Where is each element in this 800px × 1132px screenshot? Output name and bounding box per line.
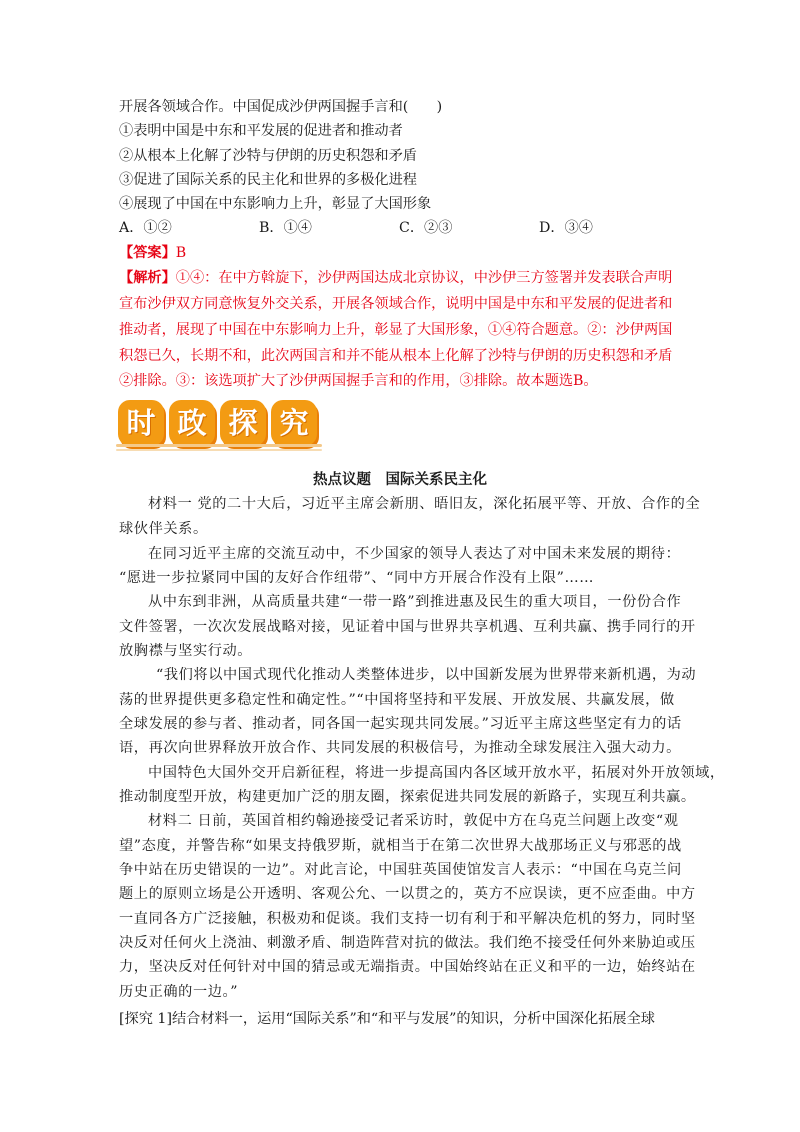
material-line-9: 荡的世界提供更多稳定性和确定性。”“中国将坚持和平发展、开放发展、共赢发展，做 [119,692,675,708]
banner-tile-2 [169,400,215,446]
analysis-line-5: ②排除。③：该选项扩大了沙伊两国握手言和的作用，③排除。故本题选B。 [119,373,598,389]
material-line-16: 争中站在历史错误的一边”。对此言论，中国驻英国使馆发言人表示：“中国在乌克兰问 [119,862,682,878]
banner-tile-1 [118,400,164,446]
statement-2: ②从根本上化解了沙特与伊朗的历史积怨和矛盾 [119,148,417,164]
banner-underline [116,444,322,447]
option-d: D．③④ [539,220,593,236]
material-line-18: 一直同各方广泛接触，积极劝和促谈。我们支持一切有利于和平解决危机的努力，同时坚 [119,911,696,927]
statement-3: ③促进了国际关系的民主化和世界的多极化进程 [119,172,417,188]
material-line-15: 望”态度，并警告称“如果支持俄罗斯，就相当于在第二次世界大战那场正义与邪恶的战 [119,838,682,854]
material-line-1: 材料一 党的二十大后，习近平主席会新朋、晤旧友，深化拓展平等、开放、合作的全 [148,496,701,512]
analysis-line-3: 推动者，展现了中国在中东影响力上升，彰显了大国形象，①④符合题意。②：沙伊两国 [119,322,673,338]
material-line-4: “愿进一步拉紧同中国的友好合作纽带”、“同中方开展合作没有上限”…… [119,570,595,586]
answer-options [119,218,599,238]
statement-4: ④展现了中国在中东影响力上升，彰显了大国形象 [119,196,432,212]
material-line-10: 全球发展的参与者、推动者，同各国一起实现共同发展。”习近平主席这些坚定有力的话 [119,716,682,732]
material-line-13: 推动制度型开放，构建更加广泛的朋友圈，探索促进共同发展的新路子，实现互利共赢。 [119,789,696,805]
banner-char-1: 时 [126,406,156,440]
section-title: 热点议题 国际关系民主化 [313,471,487,488]
material-line-7: 放胸襟与坚实行动。 [119,643,253,659]
material-line-12: 中国特色大国外交开启新征程，将进一步提高国内各区域开放水平，拓展对外开放领域， [148,765,725,781]
answer-line [119,243,186,263]
banner-char-2: 政 [177,406,207,440]
material-line-14: 材料二 日前，英国首相约翰逊接受记者采访时，敦促中方在乌克兰问题上改变“观 [148,813,679,829]
analysis-text-1: ①④：在中方斡旋下，沙伊两国达成北京协议，中沙伊三方签署并发表联合声明 [175,270,673,286]
option-b: B．①④ [259,220,312,236]
option-a: A．①② [119,220,172,236]
statement-1: ①表明中国是中东和平发展的促进者和推动者 [119,123,403,139]
section-banner [114,398,326,452]
option-c: C．②③ [399,220,453,236]
material-line-17: 题上的原则立场是公开透明、客观公允、一以贯之的，英方不应误读，更不应歪曲。中方 [119,886,696,902]
banner-underline-light [116,449,322,451]
material-line-2: 球伙伴关系。 [119,521,208,537]
material-line-5: 从中东到非洲，从高质量共建“一带一路”到推进惠及民生的重大项目，一份份合作 [148,594,682,610]
analysis-label: 【解析】 [119,270,176,286]
material-line-8: “我们将以中国式现代化推动人类整体进步，以中国新发展为世界带来新机遇，为动 [156,667,697,683]
answer-label: 【答案】 [119,245,176,261]
inquiry-label: [探究 1] [119,1011,172,1027]
material-line-3: 在同习近平主席的交流互动中，不少国家的领导人表达了对中国未来发展的期待： [148,546,681,562]
material-line-6: 文件签署，一次次发展战略对接，见证着中国与世界共享机遇、互利共赢、携手同行的开 [119,619,696,635]
inquiry-line [119,1009,655,1029]
banner-tile-4 [271,400,317,446]
material-line-20: 力，坚决反对任何针对中国的猜忌或无端指责。中国始终站在正义和平的一边，始终站在 [119,959,696,975]
material-line-21: 历史正确的一边。” [119,984,239,1000]
banner-tile-3 [220,400,266,446]
answer-value: B [175,245,187,261]
material-line-19: 决反对任何火上浇油、刺激矛盾、制造阵营对抗的做法。我们绝不接受任何外来胁迫或压 [119,935,696,951]
question-stem: 开展各领域合作。中国促成沙伊两国握手言和( ) [119,99,443,115]
analysis-line-2: 宣布沙伊双方同意恢复外交关系，开展各领域合作，说明中国是中东和平发展的促进者和 [119,296,673,312]
banner-char-4: 究 [279,406,309,440]
material-line-11: 语，再次向世界释放开放合作、共同发展的积极信号，为推动全球发展注入强大动力。 [119,740,681,756]
inquiry-text: 结合材料一，运用“国际关系”和“和平与发展”的知识，分析中国深化拓展全球 [171,1011,655,1027]
analysis-line-4: 积怨已久，长期不和，此次两国言和并不能从根本上化解了沙特与伊朗的历史积怨和矛盾 [119,348,673,364]
analysis-line-1 [119,268,672,288]
banner-char-3: 探 [228,406,258,440]
